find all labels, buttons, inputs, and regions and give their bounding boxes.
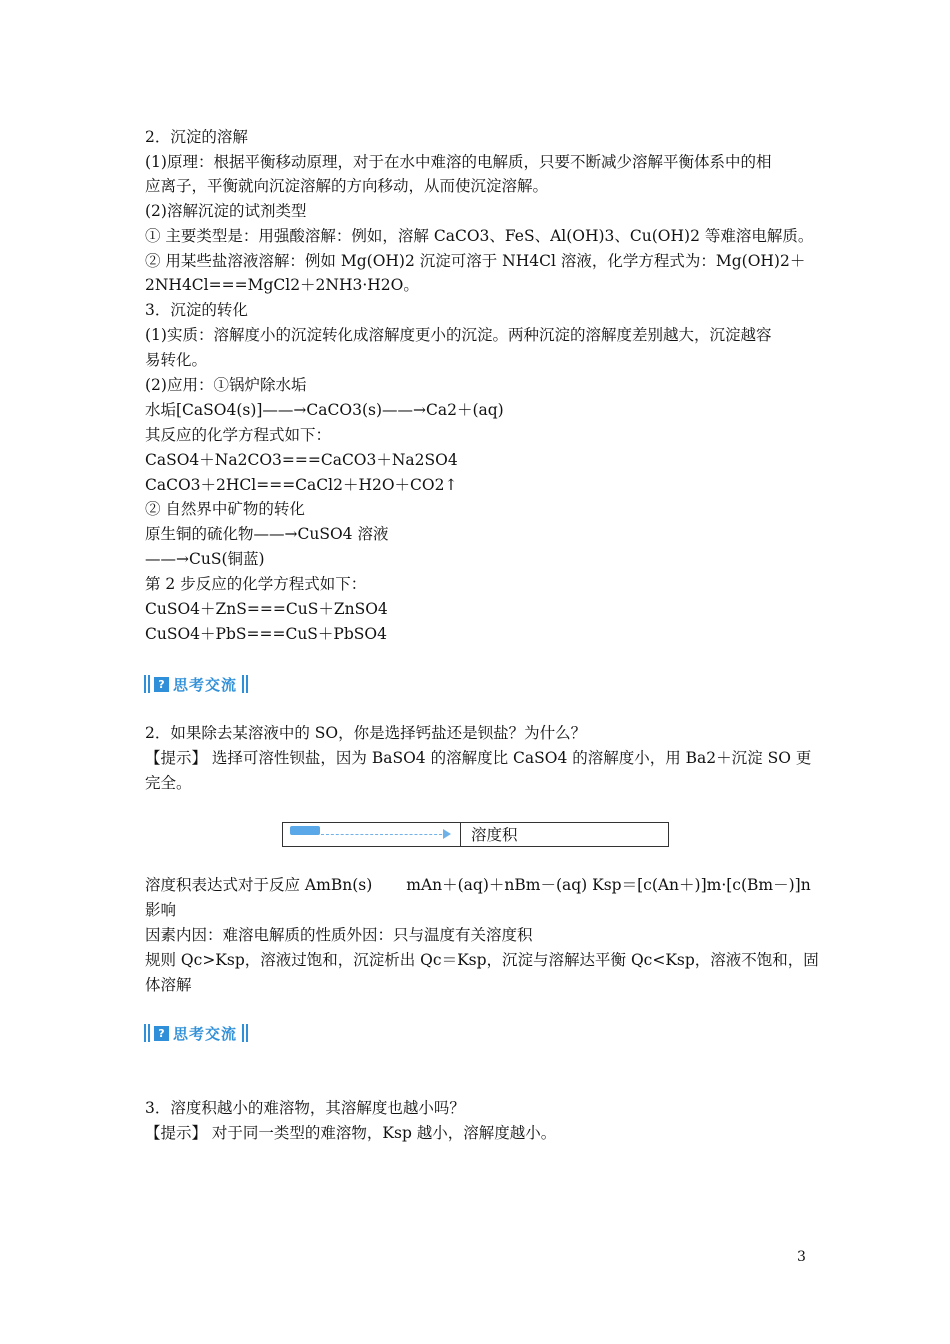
hint-2-line1: 【提示】 选择可溶性钡盐，因为 BaSO4 的溶解度比 CaSO4 的溶解度小，用 Ba2＋沉淀 SO 更 <box>145 749 812 767</box>
tag-icon <box>290 826 320 835</box>
question-3: 3．溶度积越小的难溶物，其溶解度也越小吗？ <box>145 1099 465 1117</box>
think-discuss-badge <box>143 1022 249 1044</box>
bar-decoration <box>148 1024 150 1042</box>
question-2: 2．如果除去某溶液中的 SO，你是选择钙盐还是钡盐？为什么？ <box>145 724 587 742</box>
bar-decoration <box>242 675 244 693</box>
ksp-expression-left: 溶度积表达式对于反应 AmBn(s) <box>145 876 373 894</box>
question-mark-icon: ? <box>154 677 169 692</box>
text-line: 第 2 步反应的化学方程式如下： <box>145 575 367 593</box>
text-line: 2NH4Cl===MgCl2＋2NH3·H2O。 <box>145 276 419 294</box>
section-heading-dissolution: 2．沉淀的溶解 <box>145 128 248 146</box>
text-line: 易转化。 <box>145 351 208 369</box>
question-mark-icon: ? <box>154 1026 169 1041</box>
text-line: 因素内因：难溶电解质的性质外因：只与温度有关溶度积 <box>145 926 533 944</box>
text-line: ② 用某些盐溶液溶解：例如 Mg(OH)2 沉淀可溶于 NH4Cl 溶液，化学方程式为：Mg(OH)2＋ <box>145 252 806 270</box>
ksp-expression-right: mAn＋(aq)＋nBm－(aq) Ksp＝[c(An＋)]m·[c(Bm－)]n <box>406 876 811 894</box>
think-discuss-label: 思考交流 <box>173 675 238 694</box>
arrow-line <box>321 834 447 835</box>
section-heading-conversion: 3．沉淀的转化 <box>145 301 248 319</box>
bar-decoration <box>144 1024 146 1042</box>
text-line: ——→CuS(铜蓝) <box>145 550 265 568</box>
text-line: 影响 <box>145 901 177 919</box>
text-line: 体溶解 <box>145 976 192 994</box>
arrow-head-icon <box>443 829 451 839</box>
text-line: (1)实质：溶解度小的沉淀转化成溶解度更小的沉淀。两种沉淀的溶解度差别越大，沉淀越容 <box>145 326 772 344</box>
bar-decoration <box>246 1024 248 1042</box>
text-line: ② 自然界中矿物的转化 <box>145 500 305 518</box>
text-line: 水垢[CaSO4(s)]——→CaCO3(s)——→Ca2＋(aq) <box>145 401 504 419</box>
think-discuss-label: 思考交流 <box>173 1024 238 1043</box>
ksp-box-label: 溶度积 <box>471 826 518 844</box>
text-line: 规则 Qc>Ksp，溶液过饱和，沉淀析出 Qc＝Ksp，沉淀与溶解达平衡 Qc<Ksp，溶液不饱和，固 <box>145 951 819 969</box>
text-line: 应离子，平衡就向沉淀溶解的方向移动，从而使沉淀溶解。 <box>145 177 549 195</box>
hint-2-line2: 完全。 <box>145 774 192 792</box>
bar-decoration <box>246 675 248 693</box>
text-line: ① 主要类型是：用强酸溶解：例如，溶解 CaCO3、FeS、Al(OH)3、Cu(OH)2 等难溶电解质。 <box>145 227 814 245</box>
equation-line: CuSO4＋PbS===CuS＋PbSO4 <box>145 625 387 643</box>
bar-decoration <box>148 675 150 693</box>
text-line: (2)应用：①锅炉除水垢 <box>145 376 307 394</box>
ksp-title-box <box>282 822 669 847</box>
text-line: 其反应的化学方程式如下： <box>145 426 332 444</box>
equation-line: CaSO4＋Na2CO3===CaCO3＋Na2SO4 <box>145 451 458 469</box>
text-line: 原生铜的硫化物——→CuSO4 溶液 <box>145 525 389 543</box>
page-number: 3 <box>797 1249 806 1265</box>
hint-3: 【提示】 对于同一类型的难溶物，Ksp 越小，溶解度越小。 <box>145 1124 557 1142</box>
ksp-box-graphic <box>283 823 461 846</box>
bar-decoration <box>242 1024 244 1042</box>
equation-line: CaCO3＋2HCl===CaCl2＋H2O＋CO2↑ <box>145 476 458 494</box>
bar-decoration <box>144 675 146 693</box>
ksp-expression <box>145 874 811 896</box>
text-line: (2)溶解沉淀的试剂类型 <box>145 202 307 220</box>
think-discuss-badge <box>143 673 249 695</box>
text-line: (1)原理：根据平衡移动原理，对于在水中难溶的电解质，只要不断减少溶解平衡体系中的相 <box>145 153 772 171</box>
equation-line: CuSO4＋ZnS===CuS＋ZnSO4 <box>145 600 388 618</box>
